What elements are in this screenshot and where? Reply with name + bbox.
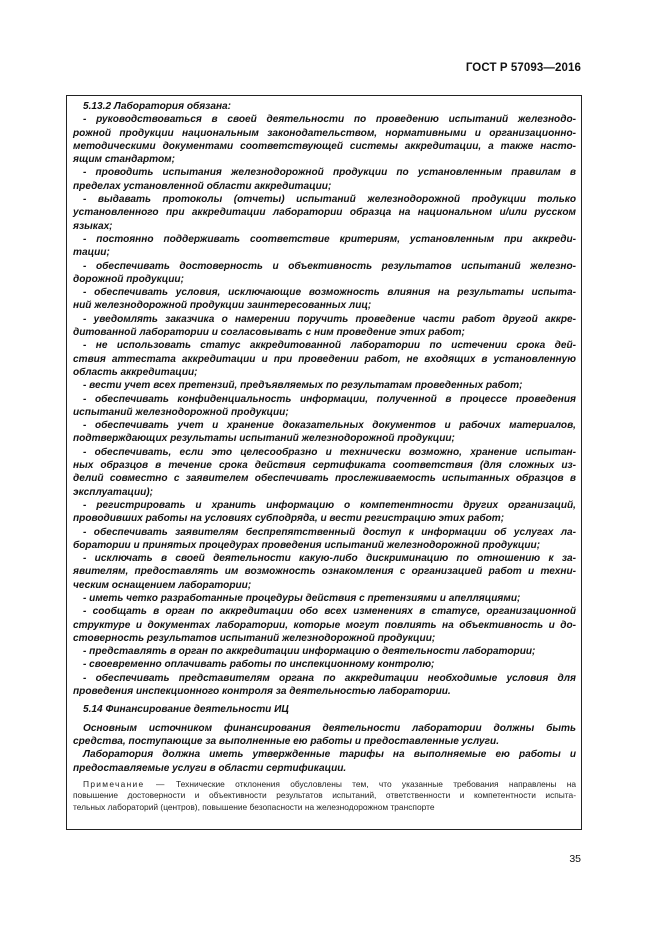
section-5-13-2-line: - проводить испытания железнодорожной продукции по установленным правилам в [83,167,576,179]
section-5-13-2-line: эксплуатации); [73,486,154,498]
section-5-13-2 [73,100,576,698]
section-5-13-2-line: языках; [73,220,113,232]
section-5-13-2-line: - постоянно поддерживать соответствие критериям, установленным при аккреди- [83,233,576,245]
section-5-13-2-line: - выдавать протоколы (отчеты) испытаний железнодорожной продукции только [83,194,576,206]
section-5-13-2-line: - исключать в своей деятельности какую-либо дискриминацию по отношению к за- [83,553,576,565]
section-5-13-2-line: - сообщать в орган по аккредитации обо всех изменениях в статусе, организационной [83,606,576,618]
section-5-13-2-line: - вести учет всех претензий, предъявляемых по результатам проведенных работ; [83,380,523,392]
section-5-13-2-line: ний железнодорожной продукции заинтересованных лиц; [73,300,372,312]
section-5-13-2-line: 5.13.2 Лаборатория обязана: [83,101,232,112]
section-5-13-2-line: установленного при аккредитации лаборатории образца на национальном и/или русском [73,207,576,219]
note-label: Примечание — [83,778,166,789]
note-block [73,779,576,813]
section-5-14-line: средства, поступающие за выполненные ею работы и предоставленные услуги. [73,735,499,747]
section-5-14-body [73,722,576,775]
section-5-13-2-line: проводивших работы на условиях субподряда, и вести регистрацию этих работ; [73,513,505,525]
section-5-13-2-line: - обеспечивать условия, исключающие возможность влияния на результаты испыта- [83,287,576,299]
page-number: 35 [569,853,581,865]
section-5-13-2-line: испытаний железнодорожной продукции; [73,406,289,418]
section-5-13-2-line: - обеспечивать заявителям беспрепятственный доступ к информации об услугах ла- [83,526,576,538]
section-5-13-2-line: проведения инспекционного контроля за деятельностью лаборатории. [73,686,451,698]
section-5-13-2-line: рожной продукции национальным законодательством, нормативными и организационно- [73,127,576,139]
section-5-13-2-line: ных образцов в течение срока действия сертификата соответствия (для сложных из- [73,460,576,472]
section-5-13-2-line: - обеспечивать учет и хранение доказательных документов и рабочих материалов, [83,420,576,432]
section-5-13-2-line: - обеспечивать, если это целесообразно и технически возможно, хранение испытан- [83,446,576,458]
section-5-13-2-line: ствия аттестата аккредитации и при проведении работ, не входящих в установленную [73,353,576,365]
section-5-14-line: предоставляемые услуги в области сертификации. [73,762,347,774]
note-line: повышение достоверности и объективности результатов испытаний, ответственности и компетентности испыта- [73,790,576,801]
section-5-13-2-line: делий совместно с заявителем обеспечивать прослеживаемость испытанных образцов в [73,473,576,485]
section-5-14-line: Лаборатория должна иметь утвержденные тарифы на выполняемые ею работы и [83,749,576,761]
section-5-13-2-line: - не использовать статус аккредитованной лаборатории по истечении срока дей- [83,340,576,352]
section-5-13-2-line: подтверждающих результаты испытаний железнодорожной продукции; [73,433,455,445]
section-5-13-2-line: - руководствоваться в своей деятельности по проведению испытаний железнодо- [83,114,576,126]
note-first-text: Технические отклонения обусловлены тем, что указанные требования направлены на [176,778,576,789]
section-5-13-2-line: структуре и документах лаборатории, которые могут повлиять на объективность и до- [73,619,576,631]
section-5-13-2-line: методическими документами соответствующей системы аккредитации, а также насто- [73,140,576,152]
section-5-13-2-line: явителям, предоставлять им возможность ознакомления с организацией работ и техни- [73,566,576,578]
section-5-13-2-line: - обеспечивать представителям органа по аккредитации необходимые условия для [83,672,576,684]
section-5-13-2-line: - уведомлять заказчика о намерении поручить проведение части работ другой аккре- [83,313,576,325]
document-code: ГОСТ Р 57093—2016 [465,62,581,74]
section-5-13-2-line: - обеспечивать конфиденциальность информации, полученной в процессе проведения [83,393,576,405]
section-5-13-2-line: пределах установленной области аккредитации; [73,180,332,192]
section-5-13-2-line: дитованной лаборатории и согласовывать с ним проведение этих работ; [73,327,465,339]
section-5-13-2-line: - своевременно оплачивать работы по инспекционному контролю; [83,659,435,671]
note-line [73,779,576,790]
section-5-13-2-line: ящим стандартом; [73,154,175,166]
deviation-frame [66,95,582,830]
section-5-13-2-line: - иметь четко разработанные процедуры действия с претензиями и апелляциями; [83,592,521,604]
section-5-13-2-line: - представлять в орган по аккредитации информацию о деятельности лаборатории; [83,646,536,658]
section-5-14-line: Основным источником финансирования деятельности лаборатории должны быть [83,722,576,734]
section-5-14-title: 5.14 Финансирование деятельности ИЦ [83,704,289,716]
section-5-13-2-line: дорожной продукции; [73,273,184,285]
section-5-13-2-line: ческим оснащением лаборатории; [73,579,252,591]
note-line: тельных лабораторий (центров), повышение безопасности на железнодорожном транспорте [73,801,435,812]
section-5-13-2-line: стоверность результатов испытаний железнодорожной продукции; [73,632,436,644]
section-5-13-2-line: - регистрировать и хранить информацию о компетентности других организаций, [83,499,576,511]
section-5-13-2-line: боратории и принятых процедурах проведения испытаний железнодорожной продукции; [73,539,541,551]
section-5-13-2-line: тации; [73,247,110,259]
section-5-13-2-line: область аккредитации; [73,366,198,378]
section-5-13-2-line: - обеспечивать достоверность и объективность результатов испытаний железно- [83,260,576,272]
